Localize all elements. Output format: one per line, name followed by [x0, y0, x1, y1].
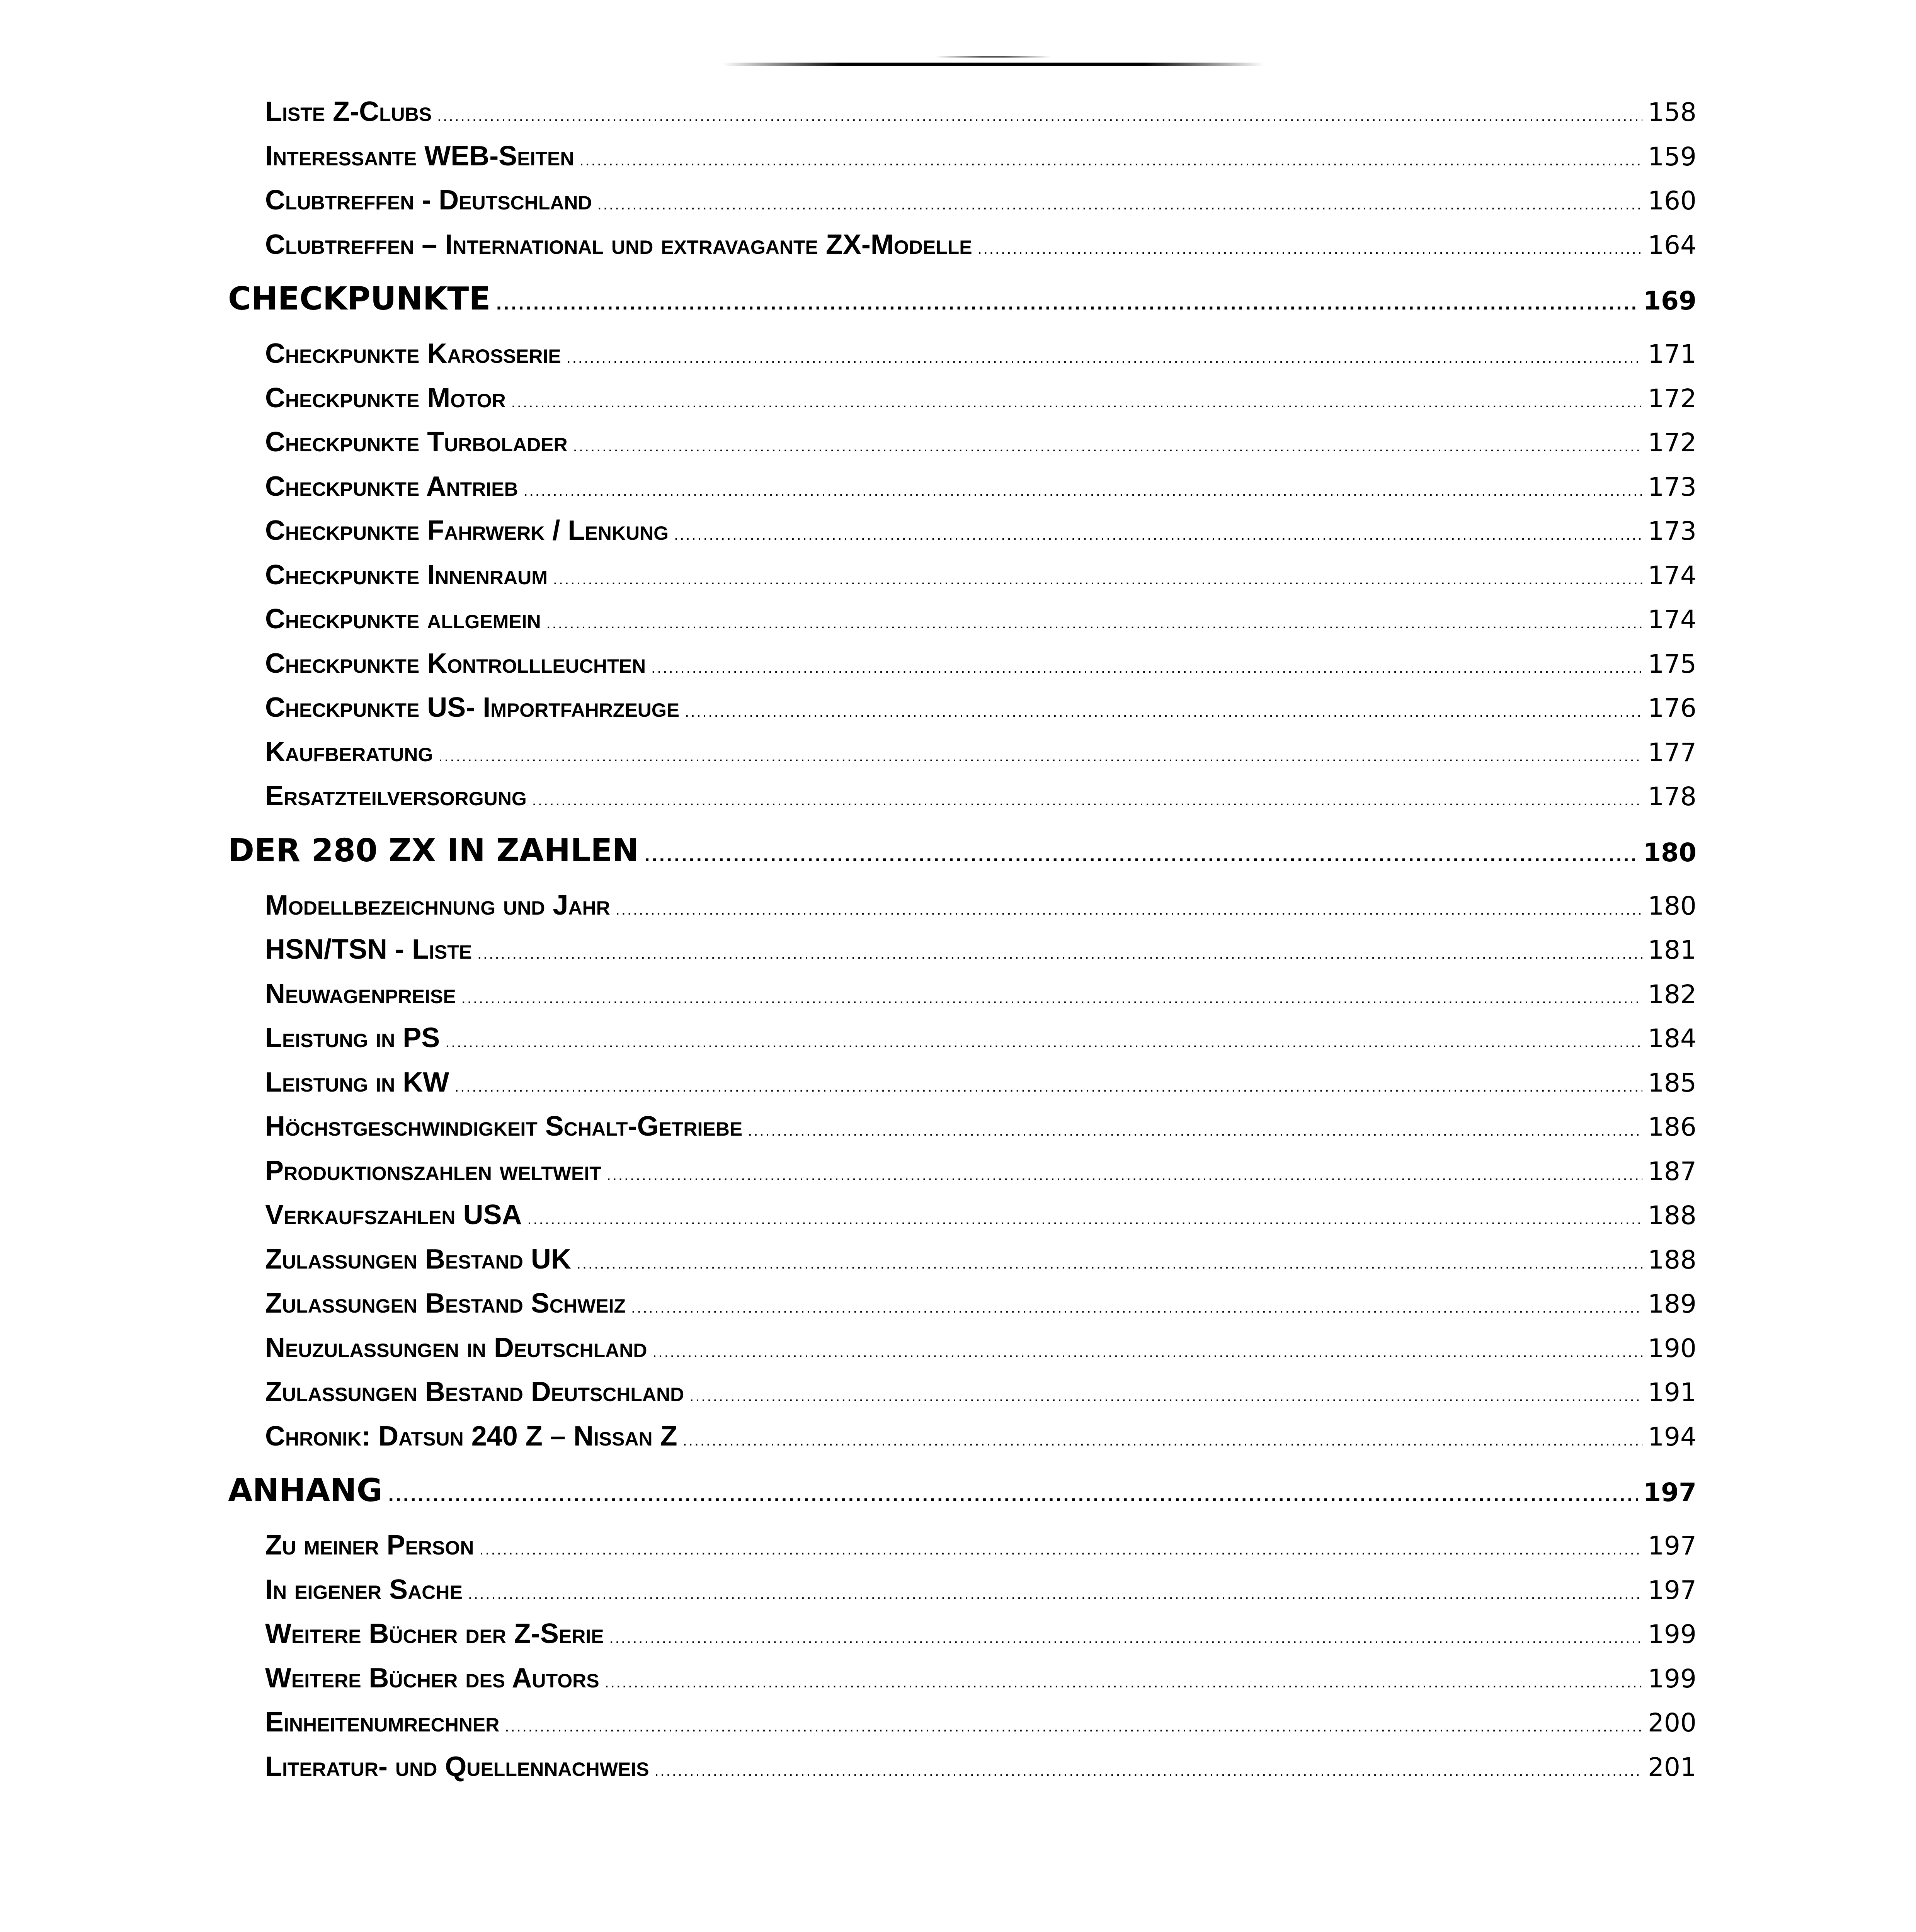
toc-entry-page: 181	[1648, 935, 1696, 965]
toc-entry-page: 159	[1648, 141, 1696, 172]
toc-entry-page: 184	[1648, 1024, 1696, 1053]
toc-entry-page: 189	[1648, 1289, 1696, 1319]
toc-entry-page: 173	[1648, 472, 1696, 502]
toc-entry-page: 175	[1648, 649, 1696, 679]
toc-dot-leader	[461, 976, 1642, 1020]
toc-entry-page: 160	[1648, 186, 1696, 216]
toc-entry-title: Literatur- und Quellennachweis	[265, 1751, 649, 1782]
toc-entry-title: Produktionszahlen weltweit	[265, 1155, 601, 1186]
toc-section-entry[interactable]	[265, 332, 1696, 376]
toc-entry-page: 197	[1648, 1575, 1696, 1605]
toc-entry-page: 177	[1648, 737, 1696, 767]
toc-section-entry[interactable]	[265, 730, 1696, 774]
toc-dot-leader	[651, 646, 1642, 690]
toc-dot-leader	[689, 1374, 1642, 1418]
toc-entry-title: Ersatzteilversorgung	[265, 781, 527, 811]
toc-entry-title: Neuzulassungen in Deutschland	[265, 1332, 647, 1363]
toc-dot-leader	[580, 138, 1643, 183]
toc-entry-title: Checkpunkte US- Importfahrzeuge	[265, 692, 680, 723]
toc-entry-title: HSN/TSN - Liste	[265, 934, 472, 965]
toc-entry-page: 174	[1648, 560, 1696, 590]
toc-entry-title: ANHANG	[228, 1472, 383, 1509]
toc-section-entry[interactable]	[265, 553, 1696, 597]
toc-dot-leader	[505, 1704, 1642, 1749]
toc-dot-leader	[978, 227, 1642, 271]
toc-dot-leader	[524, 469, 1642, 513]
toc-dot-leader	[479, 1527, 1642, 1572]
toc-dot-leader	[527, 1197, 1642, 1242]
toc-chapter-entry[interactable]	[228, 270, 1696, 328]
toc-section-entry[interactable]	[265, 1414, 1696, 1459]
toc-section-entry[interactable]	[265, 1016, 1696, 1060]
toc-entry-page: 180	[1643, 837, 1696, 867]
toc-dot-leader	[553, 557, 1642, 602]
toc-entry-title: Zulassungen Bestand UK	[265, 1243, 571, 1275]
toc-entry-title: Einheitenumrechner	[265, 1707, 500, 1738]
toc-section-entry[interactable]	[265, 1237, 1696, 1282]
toc-section-entry[interactable]	[265, 420, 1696, 464]
toc-section-entry[interactable]	[265, 1568, 1696, 1612]
toc-dot-leader	[685, 690, 1642, 734]
toc-dot-leader	[496, 275, 1638, 334]
toc-dot-leader	[607, 1153, 1642, 1197]
toc-section-entry[interactable]	[265, 774, 1696, 818]
toc-entry-title: DER 280 ZX IN ZAHLEN	[228, 832, 639, 869]
toc-section-entry[interactable]	[265, 1281, 1696, 1326]
toc-dot-leader	[546, 601, 1642, 646]
toc-entry-page: 188	[1648, 1201, 1696, 1230]
toc-section-entry[interactable]	[265, 376, 1696, 420]
toc-dot-leader	[631, 1286, 1642, 1330]
toc-dot-leader	[577, 1242, 1642, 1286]
toc-section-entry[interactable]	[265, 1193, 1696, 1237]
toc-entry-page: 200	[1648, 1708, 1696, 1738]
toc-entry-page: 171	[1648, 339, 1696, 369]
toc-entry-title: Checkpunkte allgemein	[265, 604, 541, 634]
toc-section-entry[interactable]	[265, 509, 1696, 553]
toc-entry-title: Checkpunkte Innenraum	[265, 559, 548, 590]
toc-entry-title: Verkaufszahlen USA	[265, 1199, 522, 1230]
toc-dot-leader	[454, 1065, 1642, 1109]
toc-entry-title: Höchstgeschwindigkeit Schalt-Getriebe	[265, 1111, 743, 1142]
toc-entry-page: 174	[1648, 605, 1696, 634]
toc-section-entry[interactable]	[265, 1149, 1696, 1193]
header-rule	[723, 63, 1264, 66]
toc-dot-leader	[748, 1109, 1642, 1153]
toc-section-entry[interactable]	[265, 223, 1696, 267]
toc-entry-page: 186	[1648, 1112, 1696, 1142]
toc-entry-page: 197	[1643, 1478, 1696, 1507]
toc-dot-leader	[616, 888, 1642, 932]
toc-section-entry[interactable]	[265, 1523, 1696, 1568]
toc-dot-leader	[655, 1749, 1642, 1793]
toc-entry-page: 164	[1648, 230, 1696, 260]
toc-dot-leader	[468, 1572, 1642, 1616]
toc-section-entry[interactable]	[265, 883, 1696, 928]
toc-entry-title: CHECKPUNKTE	[228, 281, 491, 317]
toc-dot-leader	[532, 778, 1642, 823]
toc-entry-title: Leistung in KW	[265, 1066, 449, 1098]
toc-entry-title: Neuwagenpreise	[265, 978, 456, 1009]
toc-dot-leader	[567, 336, 1642, 380]
toc-entry-page: 199	[1648, 1619, 1696, 1649]
toc-dot-leader	[597, 182, 1642, 227]
toc-dot-leader	[438, 734, 1642, 779]
toc-dot-leader	[437, 94, 1642, 138]
toc-chapter-entry[interactable]	[228, 821, 1696, 880]
toc-section-entry[interactable]	[265, 685, 1696, 730]
table-of-contents	[228, 90, 1696, 1789]
toc-entry-title: Checkpunkte Fahrwerk / Lenkung	[265, 515, 669, 546]
toc-entry-page: 185	[1648, 1068, 1696, 1098]
toc-entry-title: Leistung in PS	[265, 1022, 440, 1053]
toc-section-entry[interactable]	[265, 1370, 1696, 1414]
toc-dot-leader	[605, 1660, 1642, 1705]
toc-section-entry[interactable]	[265, 597, 1696, 641]
toc-entry-title: Interessante WEB-Seiten	[265, 140, 574, 172]
toc-entry-page: 188	[1648, 1245, 1696, 1275]
toc-entry-title: Kaufberatung	[265, 736, 433, 767]
toc-dot-leader	[683, 1418, 1642, 1463]
toc-section-entry[interactable]	[265, 1326, 1696, 1370]
toc-entry-page: 172	[1648, 383, 1696, 413]
toc-chapter-entry[interactable]	[228, 1461, 1696, 1520]
toc-entry-title: In eigener Sache	[265, 1574, 463, 1605]
toc-section-entry[interactable]	[265, 1745, 1696, 1789]
toc-entry-page: 190	[1648, 1333, 1696, 1363]
toc-dot-leader	[644, 827, 1638, 886]
toc-entry-title: Liste Z-Clubs	[265, 96, 432, 127]
toc-dot-leader	[445, 1020, 1642, 1065]
toc-entry-title: Checkpunkte Karosserie	[265, 338, 561, 369]
toc-entry-page: 158	[1648, 97, 1696, 127]
toc-entry-title: Modellbezeichnung und Jahr	[265, 889, 610, 921]
toc-entry-title: Checkpunkte Antrieb	[265, 471, 518, 502]
toc-entry-page: 201	[1648, 1752, 1696, 1782]
toc-dot-leader	[511, 380, 1642, 425]
toc-entry-title: Weitere Bücher des Autors	[265, 1662, 599, 1694]
toc-entry-title: Checkpunkte Motor	[265, 382, 506, 413]
toc-entry-page: 169	[1643, 286, 1696, 316]
toc-entry-page: 172	[1648, 428, 1696, 457]
toc-dot-leader	[652, 1330, 1642, 1374]
toc-dot-leader	[609, 1616, 1642, 1660]
toc-entry-title: Chronik: Datsun 240 Z – Nissan Z	[265, 1420, 677, 1452]
toc-section-entry[interactable]	[265, 1656, 1696, 1701]
toc-section-entry[interactable]	[265, 134, 1696, 179]
toc-entry-title: Zulassungen Bestand Schweiz	[265, 1288, 626, 1319]
toc-dot-leader	[477, 932, 1642, 976]
toc-entry-title: Zu meiner Person	[265, 1530, 474, 1561]
toc-section-entry[interactable]	[265, 464, 1696, 509]
toc-entry-title: Clubtreffen - Deutschland	[265, 185, 592, 216]
toc-section-entry[interactable]	[265, 1060, 1696, 1105]
toc-entry-page: 199	[1648, 1663, 1696, 1694]
toc-entry-page: 191	[1648, 1378, 1696, 1407]
toc-section-entry[interactable]	[265, 1700, 1696, 1745]
toc-section-entry[interactable]	[265, 178, 1696, 223]
toc-section-entry[interactable]	[265, 1612, 1696, 1656]
toc-entry-title: Clubtreffen – International und extravagante ZX-Modelle	[265, 229, 972, 260]
toc-entry-title: Checkpunkte Kontrollleuchten	[265, 648, 646, 679]
toc-section-entry[interactable]	[265, 641, 1696, 686]
toc-entry-page: 182	[1648, 979, 1696, 1009]
toc-entry-title: Weitere Bücher der Z-Serie	[265, 1618, 604, 1649]
toc-section-entry[interactable]	[265, 972, 1696, 1016]
toc-section-entry[interactable]	[265, 90, 1696, 134]
toc-entry-page: 180	[1648, 891, 1696, 921]
toc-entry-page: 178	[1648, 782, 1696, 811]
toc-section-entry[interactable]	[265, 927, 1696, 972]
toc-entry-page: 197	[1648, 1531, 1696, 1561]
toc-dot-leader	[573, 424, 1642, 469]
header-rule-accent	[935, 56, 1051, 58]
toc-entry-page: 173	[1648, 516, 1696, 546]
toc-entry-page: 176	[1648, 693, 1696, 723]
toc-entry-page: 187	[1648, 1156, 1696, 1186]
toc-entry-page: 194	[1648, 1422, 1696, 1452]
toc-section-entry[interactable]	[265, 1104, 1696, 1149]
toc-entry-title: Zulassungen Bestand Deutschland	[265, 1376, 684, 1407]
toc-dot-leader	[388, 1467, 1638, 1526]
toc-entry-title: Checkpunkte Turbolader	[265, 427, 568, 457]
toc-dot-leader	[674, 513, 1642, 557]
